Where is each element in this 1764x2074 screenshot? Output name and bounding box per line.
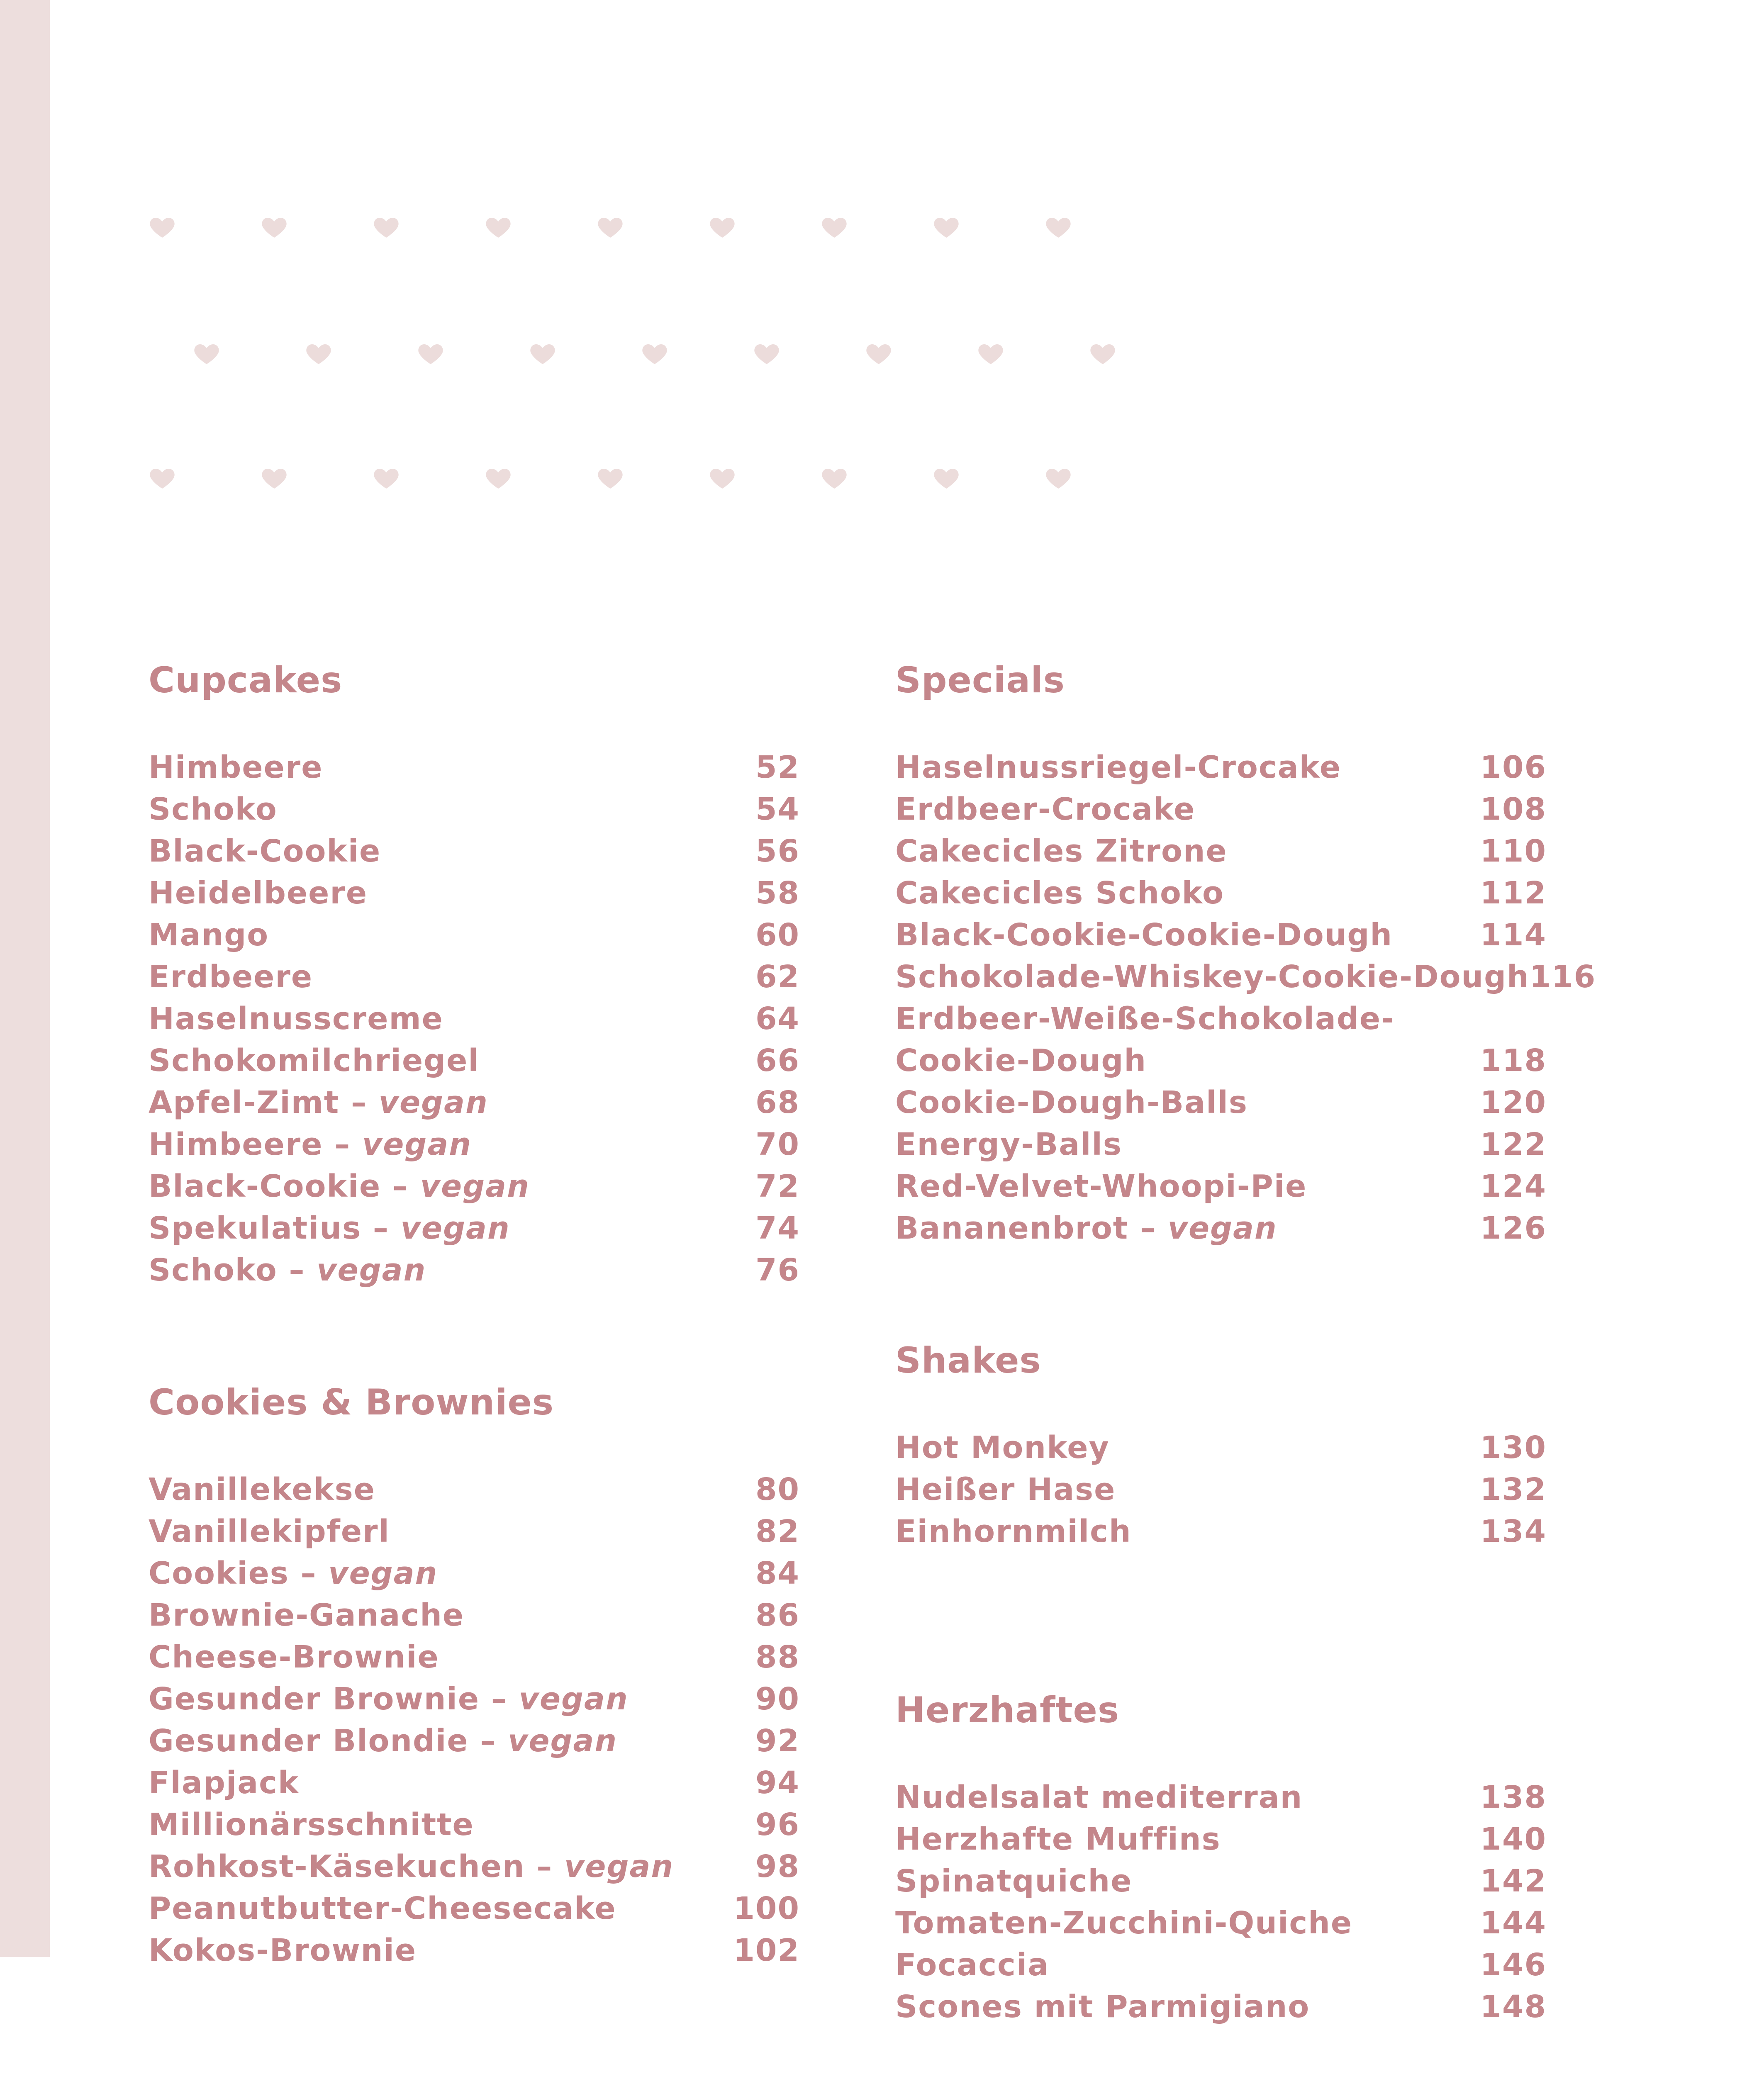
toc-entry[interactable] xyxy=(149,1082,800,1124)
toc-entry[interactable] xyxy=(895,1511,1547,1553)
page-number: 132 xyxy=(1480,1472,1547,1507)
toc-list xyxy=(895,747,1596,1249)
page-number: 98 xyxy=(755,1849,800,1884)
heart-icon xyxy=(1043,212,1073,241)
entry-name: Einhornmilch xyxy=(895,1514,1132,1549)
entry-name: Spinatquiche xyxy=(895,1863,1133,1899)
vegan-label: vegan xyxy=(328,1556,438,1591)
page-number: 64 xyxy=(755,1001,800,1037)
heart-icon xyxy=(819,212,849,241)
vegan-label: vegan xyxy=(362,1127,472,1162)
toc-entry[interactable] xyxy=(149,1720,800,1762)
vegan-label: vegan xyxy=(420,1168,530,1204)
toc-entry[interactable] xyxy=(149,998,800,1040)
entry-name: Nudelsalat mediterran xyxy=(895,1779,1303,1815)
entry-name: Cookie-Dough xyxy=(895,1043,1147,1078)
toc-entry[interactable] xyxy=(895,830,1547,872)
entry-title xyxy=(149,1678,755,1720)
toc-entry[interactable] xyxy=(149,1678,800,1720)
page-number: 80 xyxy=(755,1472,800,1507)
page-number: 108 xyxy=(1480,791,1547,827)
entry-name: Flapjack xyxy=(149,1765,300,1801)
entry-title xyxy=(895,998,1547,1040)
page-number: 86 xyxy=(755,1597,800,1633)
entry-title xyxy=(895,1944,1480,1986)
toc-entry[interactable] xyxy=(149,1594,800,1636)
entry-title xyxy=(895,956,1530,998)
entry-name: Haselnussriegel-Crocake xyxy=(895,750,1342,785)
heart-icon xyxy=(931,463,961,492)
entry-name: Vanillekekse xyxy=(149,1472,375,1507)
entry-title xyxy=(895,1777,1480,1818)
page-number: 94 xyxy=(755,1765,800,1801)
entry-name: Spekulatius – xyxy=(149,1210,401,1246)
toc-entry[interactable] xyxy=(895,1818,1547,1860)
page-number: 52 xyxy=(755,750,800,785)
page-number: 66 xyxy=(755,1043,800,1078)
toc-entry[interactable] xyxy=(149,1636,800,1678)
heart-icon xyxy=(371,212,401,241)
heart-icon xyxy=(528,338,558,368)
toc-entry[interactable] xyxy=(149,1553,800,1594)
section-title: Cupcakes xyxy=(149,660,343,701)
entry-title xyxy=(149,956,755,998)
entry-name: Millionärsschnitte xyxy=(149,1807,474,1843)
heart-icon xyxy=(483,212,513,241)
page-number: 100 xyxy=(733,1891,800,1926)
page-number: 110 xyxy=(1480,833,1547,869)
page-number: 96 xyxy=(755,1807,800,1843)
page-number: 134 xyxy=(1480,1514,1547,1549)
entry-name: Erdbeer-Crocake xyxy=(895,791,1196,827)
entry-title xyxy=(149,1511,755,1553)
entry-name: Schokolade-Whiskey-Cookie-Dough xyxy=(895,959,1530,995)
entry-title xyxy=(895,1818,1480,1860)
entry-name: Gesunder Blondie – xyxy=(149,1723,508,1759)
heart-icon xyxy=(304,338,334,368)
entry-title xyxy=(895,1860,1480,1902)
toc-entry[interactable] xyxy=(895,1427,1547,1469)
section-title: Cookies & Brownies xyxy=(149,1382,554,1423)
entry-title xyxy=(149,1249,755,1291)
heart-icon xyxy=(147,463,177,492)
vegan-label: vegan xyxy=(317,1252,426,1288)
entry-title xyxy=(895,1986,1480,2028)
toc-list xyxy=(895,1777,1547,2028)
entry-title xyxy=(895,747,1480,789)
entry-name: Schoko – xyxy=(149,1252,317,1288)
section-spacer xyxy=(149,1291,800,1382)
entry-name: Erdbeer-Weiße-Schokolade- xyxy=(895,1001,1395,1037)
entry-title xyxy=(149,747,755,789)
entry-name: Bananenbrot – xyxy=(895,1210,1168,1246)
page-number: 74 xyxy=(755,1210,800,1246)
heart-pattern xyxy=(0,0,1764,539)
entry-title xyxy=(895,1902,1480,1944)
vegan-label: vegan xyxy=(564,1849,674,1884)
entry-title xyxy=(149,1888,733,1930)
entry-title xyxy=(895,1469,1480,1511)
heart-icon xyxy=(752,338,782,368)
entry-title xyxy=(895,1040,1480,1082)
entry-title xyxy=(149,830,755,872)
toc-entry[interactable] xyxy=(895,872,1547,914)
entry-name: Hot Monkey xyxy=(895,1430,1110,1465)
toc-entry[interactable] xyxy=(895,747,1547,789)
toc-entry[interactable] xyxy=(149,1804,800,1846)
page-number: 138 xyxy=(1480,1779,1547,1815)
entry-name: Apfel-Zimt – xyxy=(149,1085,379,1120)
page-number: 72 xyxy=(755,1168,800,1204)
page-number: 60 xyxy=(755,917,800,953)
entry-name: Cakecicles Zitrone xyxy=(895,833,1228,869)
toc-entry[interactable] xyxy=(149,1207,800,1249)
page-number: 62 xyxy=(755,959,800,995)
page-number: 126 xyxy=(1480,1210,1547,1246)
toc-entry[interactable] xyxy=(149,789,800,830)
page-number: 146 xyxy=(1480,1947,1547,1983)
heart-icon xyxy=(259,463,289,492)
entry-title xyxy=(149,1930,733,1972)
entry-title xyxy=(149,872,755,914)
entry-title xyxy=(149,1594,755,1636)
toc-entry[interactable] xyxy=(149,1249,800,1291)
heart-icon xyxy=(192,338,222,368)
entry-title xyxy=(149,789,755,830)
entry-name: Schokomilchriegel xyxy=(149,1043,480,1078)
entry-name: Black-Cookie xyxy=(149,833,381,869)
toc-entry[interactable] xyxy=(149,1040,800,1082)
entry-name: Cakecicles Schoko xyxy=(895,875,1224,911)
heart-icon xyxy=(595,212,625,241)
heart-icon xyxy=(371,463,401,492)
heart-icon xyxy=(483,463,513,492)
toc-entry[interactable] xyxy=(149,1888,800,1930)
toc-entry[interactable] xyxy=(895,998,1547,1040)
page-number: 140 xyxy=(1480,1821,1547,1857)
page-number: 116 xyxy=(1529,959,1596,995)
entry-title xyxy=(149,1846,755,1888)
toc-entry[interactable] xyxy=(895,1902,1547,1944)
entry-title xyxy=(149,1082,755,1124)
entry-name: Focaccia xyxy=(895,1947,1050,1983)
entry-title xyxy=(149,1553,755,1594)
entry-title xyxy=(149,1762,755,1804)
entry-name: Haselnusscreme xyxy=(149,1001,443,1037)
toc-entry[interactable] xyxy=(895,1040,1547,1082)
vegan-label: vegan xyxy=(400,1210,510,1246)
heart-icon xyxy=(707,212,737,241)
entry-name: Cookie-Dough-Balls xyxy=(895,1085,1248,1120)
page-number: 112 xyxy=(1480,875,1547,911)
section-spacer xyxy=(895,1249,1547,1340)
toc-entry[interactable] xyxy=(149,914,800,956)
heart-icon xyxy=(1043,463,1073,492)
page-number: 68 xyxy=(755,1085,800,1120)
vegan-label: vegan xyxy=(378,1085,488,1120)
toc-entry[interactable] xyxy=(895,1082,1547,1124)
page-number: 84 xyxy=(755,1556,800,1591)
entry-name: Tomaten-Zucchini-Quiche xyxy=(895,1905,1353,1941)
page-number: 144 xyxy=(1480,1905,1547,1941)
entry-title xyxy=(895,1166,1480,1207)
entry-name: Heidelbeere xyxy=(149,875,368,911)
entry-name: Black-Cookie – xyxy=(149,1168,420,1204)
toc-entry[interactable] xyxy=(895,1124,1547,1166)
entry-name: Peanutbutter-Cheesecake xyxy=(149,1891,616,1926)
entry-name: Vanillekipferl xyxy=(149,1514,390,1549)
entry-title xyxy=(149,998,755,1040)
entry-name: Erdbeere xyxy=(149,959,313,995)
entry-name: Brownie-Ganache xyxy=(149,1597,465,1633)
heart-icon xyxy=(595,463,625,492)
section-spacer xyxy=(895,1553,1547,1689)
entry-title xyxy=(895,1511,1480,1553)
toc-list xyxy=(149,747,800,1291)
vegan-label: vegan xyxy=(519,1681,629,1717)
toc-entry[interactable] xyxy=(895,1944,1547,1986)
heart-icon xyxy=(819,463,849,492)
toc-entry[interactable] xyxy=(149,956,800,998)
heart-icon xyxy=(931,212,961,241)
entry-name: Schoko xyxy=(149,791,278,827)
page-number: 54 xyxy=(755,791,800,827)
toc-entry[interactable] xyxy=(149,1469,800,1511)
page-number: 92 xyxy=(755,1723,800,1759)
entry-title xyxy=(895,1082,1480,1124)
toc-entry[interactable] xyxy=(149,872,800,914)
toc-entry[interactable] xyxy=(895,789,1547,830)
entry-title xyxy=(895,914,1480,956)
toc-entry[interactable] xyxy=(895,956,1596,998)
entry-name: Rohkost-Käsekuchen – xyxy=(149,1849,565,1884)
entry-name: Scones mit Parmigiano xyxy=(895,1989,1310,2025)
page-number: 58 xyxy=(755,875,800,911)
page-number: 90 xyxy=(755,1681,800,1717)
page-number: 56 xyxy=(755,833,800,869)
entry-name: Mango xyxy=(149,917,269,953)
toc-entry[interactable] xyxy=(895,1986,1547,2028)
entry-name: Cheese-Brownie xyxy=(149,1639,439,1675)
toc-entry[interactable] xyxy=(895,1469,1547,1511)
entry-name: Red-Velvet-Whoopi-Pie xyxy=(895,1168,1307,1204)
page-number: 102 xyxy=(733,1933,800,1968)
entry-title xyxy=(149,1207,755,1249)
toc-entry[interactable] xyxy=(149,1762,800,1804)
entry-name: Kokos-Brownie xyxy=(149,1933,417,1968)
entry-title xyxy=(895,789,1480,830)
heart-icon xyxy=(1088,338,1118,368)
toc-entry[interactable] xyxy=(895,1207,1547,1249)
toc-entry[interactable] xyxy=(895,914,1547,956)
heart-icon xyxy=(416,338,446,368)
toc-entry[interactable] xyxy=(149,747,800,789)
toc-column-right xyxy=(895,660,1596,2028)
page-number: 130 xyxy=(1480,1430,1547,1465)
page-number: 82 xyxy=(755,1514,800,1549)
page-number: 114 xyxy=(1480,917,1547,953)
heart-icon xyxy=(707,463,737,492)
entry-title xyxy=(895,872,1480,914)
toc-entry[interactable] xyxy=(149,1846,800,1888)
toc-entry[interactable] xyxy=(149,1166,800,1207)
entry-title xyxy=(149,914,755,956)
entry-title xyxy=(149,1040,755,1082)
page-number: 142 xyxy=(1480,1863,1547,1899)
entry-title xyxy=(149,1469,755,1511)
entry-name: Himbeere xyxy=(149,750,323,785)
entry-name: Herzhafte Muffins xyxy=(895,1821,1221,1857)
entry-name: Heißer Hase xyxy=(895,1472,1116,1507)
vegan-label: vegan xyxy=(508,1723,618,1759)
page-number: 122 xyxy=(1480,1127,1547,1162)
entry-title xyxy=(149,1804,755,1846)
entry-name: Cookies – xyxy=(149,1556,329,1591)
entry-name: Gesunder Brownie – xyxy=(149,1681,519,1717)
heart-icon xyxy=(640,338,670,368)
entry-title xyxy=(149,1720,755,1762)
page-number: 120 xyxy=(1480,1085,1547,1120)
toc-list xyxy=(895,1427,1547,1553)
heart-icon xyxy=(147,212,177,241)
entry-title xyxy=(895,1124,1480,1166)
toc-entry[interactable] xyxy=(895,1166,1547,1207)
entry-title xyxy=(895,830,1480,872)
heart-icon xyxy=(259,212,289,241)
vegan-label: vegan xyxy=(1167,1210,1277,1246)
entry-title xyxy=(895,1427,1480,1469)
section-title: Herzhaftes xyxy=(895,1689,1120,1731)
page-number: 124 xyxy=(1480,1168,1547,1204)
toc-entry[interactable] xyxy=(895,1777,1547,1818)
toc-list xyxy=(149,1469,800,1972)
page-number: 76 xyxy=(755,1252,800,1288)
entry-title xyxy=(149,1124,755,1166)
section-title: Shakes xyxy=(895,1340,1041,1381)
toc-entry[interactable] xyxy=(149,1511,800,1553)
page-number: 148 xyxy=(1480,1989,1547,2025)
heart-icon xyxy=(864,338,894,368)
entry-title xyxy=(895,1207,1480,1249)
entry-title xyxy=(149,1636,755,1678)
toc-entry[interactable] xyxy=(149,1124,800,1166)
toc-column-left xyxy=(149,660,800,1972)
entry-name: Energy-Balls xyxy=(895,1127,1122,1162)
page-number: 106 xyxy=(1480,750,1547,785)
entry-name: Black-Cookie-Cookie-Dough xyxy=(895,917,1393,953)
toc-entry[interactable] xyxy=(895,1860,1547,1902)
page-number: 118 xyxy=(1480,1043,1547,1078)
page-number: 88 xyxy=(755,1639,800,1675)
section-title: Specials xyxy=(895,660,1065,701)
toc-entry[interactable] xyxy=(149,830,800,872)
toc-entry[interactable] xyxy=(149,1930,800,1972)
entry-name: Himbeere – xyxy=(149,1127,362,1162)
page-number: 70 xyxy=(755,1127,800,1162)
heart-icon xyxy=(976,338,1006,368)
entry-title xyxy=(149,1166,755,1207)
